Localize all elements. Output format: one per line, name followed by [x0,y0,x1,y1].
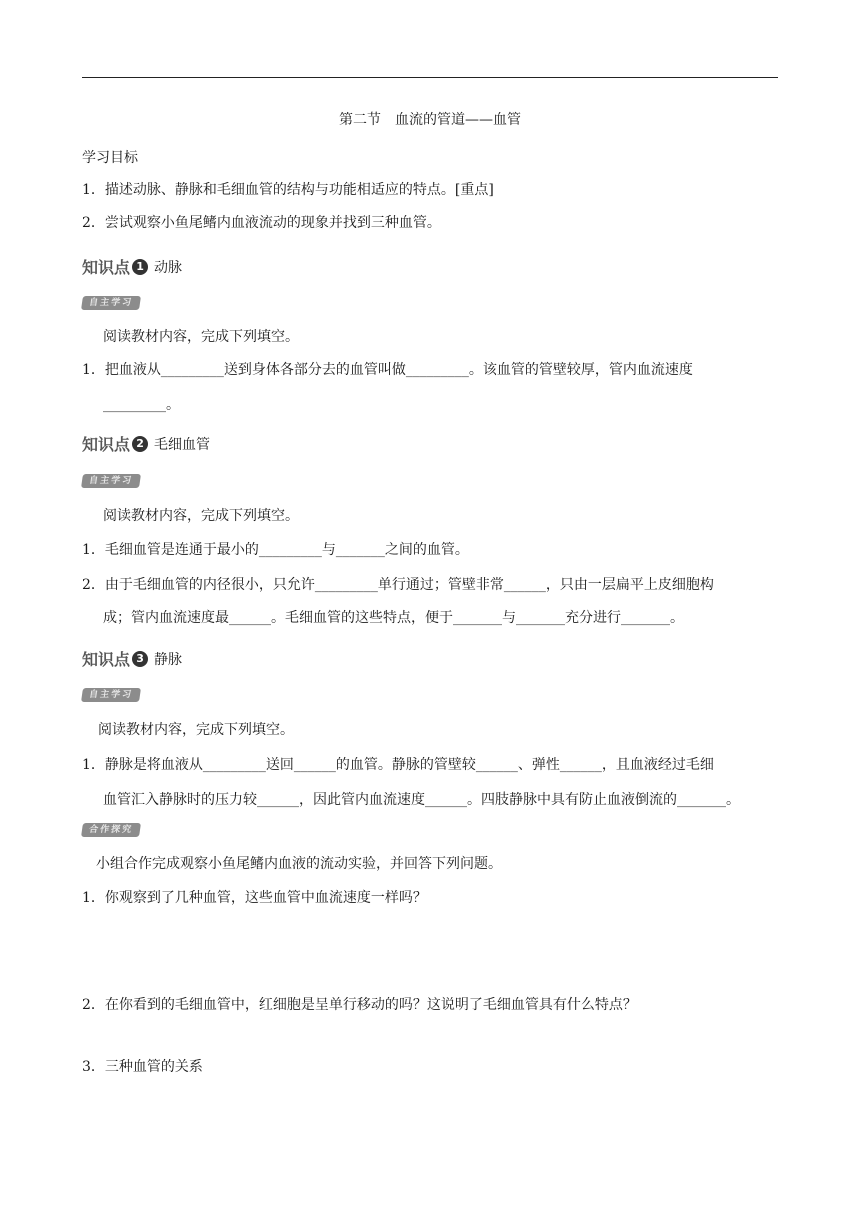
page-title: 第二节 血流的管道——血管 [339,112,521,128]
fill-line: 1．静脉是将血液从_________送回______的血管。静脉的管壁较______、弹性______，且血液经过毛细 [82,757,714,773]
knowledge-point-label: 知识点 [82,435,131,454]
self-study-tag: 自主学习 [81,296,141,310]
objective-2: 2．尝试观察小鱼尾鳍内血液流动的现象并找到三种血管。 [82,215,441,231]
knowledge-point-label: 知识点 [82,258,131,277]
knowledge-point-badge-2 [82,432,210,455]
section-instruction: 阅读教材内容，完成下列填空。 [98,722,294,738]
self-study-tag: 自主学习 [81,474,141,488]
fill-line: 1．把血液从_________送到身体各部分去的血管叫做_________。该血管的管壁较厚，管内血流速度 [82,362,693,378]
fill-line: 成；管内血流速度最______。毛细血管的这些特点，便于_______与_______充分进行_______。 [103,610,684,626]
question-3: 3．三种血管的关系 [82,1059,203,1075]
section-title: 毛细血管 [154,436,211,453]
fill-line: 1．毛细血管是连通于最小的_________与_______之间的血管。 [82,542,469,558]
question-2: 2．在你看到的毛细血管中，红细胞是呈单行移动的吗？这说明了毛细血管具有什么特点？ [82,997,637,1013]
section-instruction: 阅读教材内容，完成下列填空。 [103,329,299,345]
knowledge-point-number: 2 [132,436,148,452]
knowledge-point-label: 知识点 [82,650,131,669]
knowledge-point-number: 3 [132,651,148,667]
knowledge-point-badge-3 [82,647,182,670]
cooperative-intro: 小组合作完成观察小鱼尾鳍内血液的流动实验，并回答下列问题。 [96,856,502,872]
fill-line: 血管汇入静脉时的压力较______，因此管内血流速度______。四肢静脉中具有防止血液倒流的_______。 [103,792,740,808]
section-instruction: 阅读教材内容，完成下列填空。 [103,508,299,524]
knowledge-point-badge-1 [82,255,182,278]
header-rule [82,77,778,78]
section-title: 静脉 [154,651,183,668]
fill-line: 2．由于毛细血管的内径很小，只允许_________单行通过；管壁非常______，只由一层扁平上皮细胞构 [82,577,714,593]
question-1: 1．你观察到了几种血管，这些血管中血流速度一样吗？ [82,890,427,906]
section-title: 动脉 [154,259,183,276]
fill-line: _________。 [103,397,180,413]
self-study-tag: 自主学习 [81,688,141,702]
objective-1: 1．描述动脉、静脉和毛细血管的结构与功能相适应的特点。[重点] [82,182,494,198]
knowledge-point-number: 1 [132,259,148,275]
objectives-heading: 学习目标 [82,150,138,166]
cooperative-tag: 合作探究 [81,823,141,837]
